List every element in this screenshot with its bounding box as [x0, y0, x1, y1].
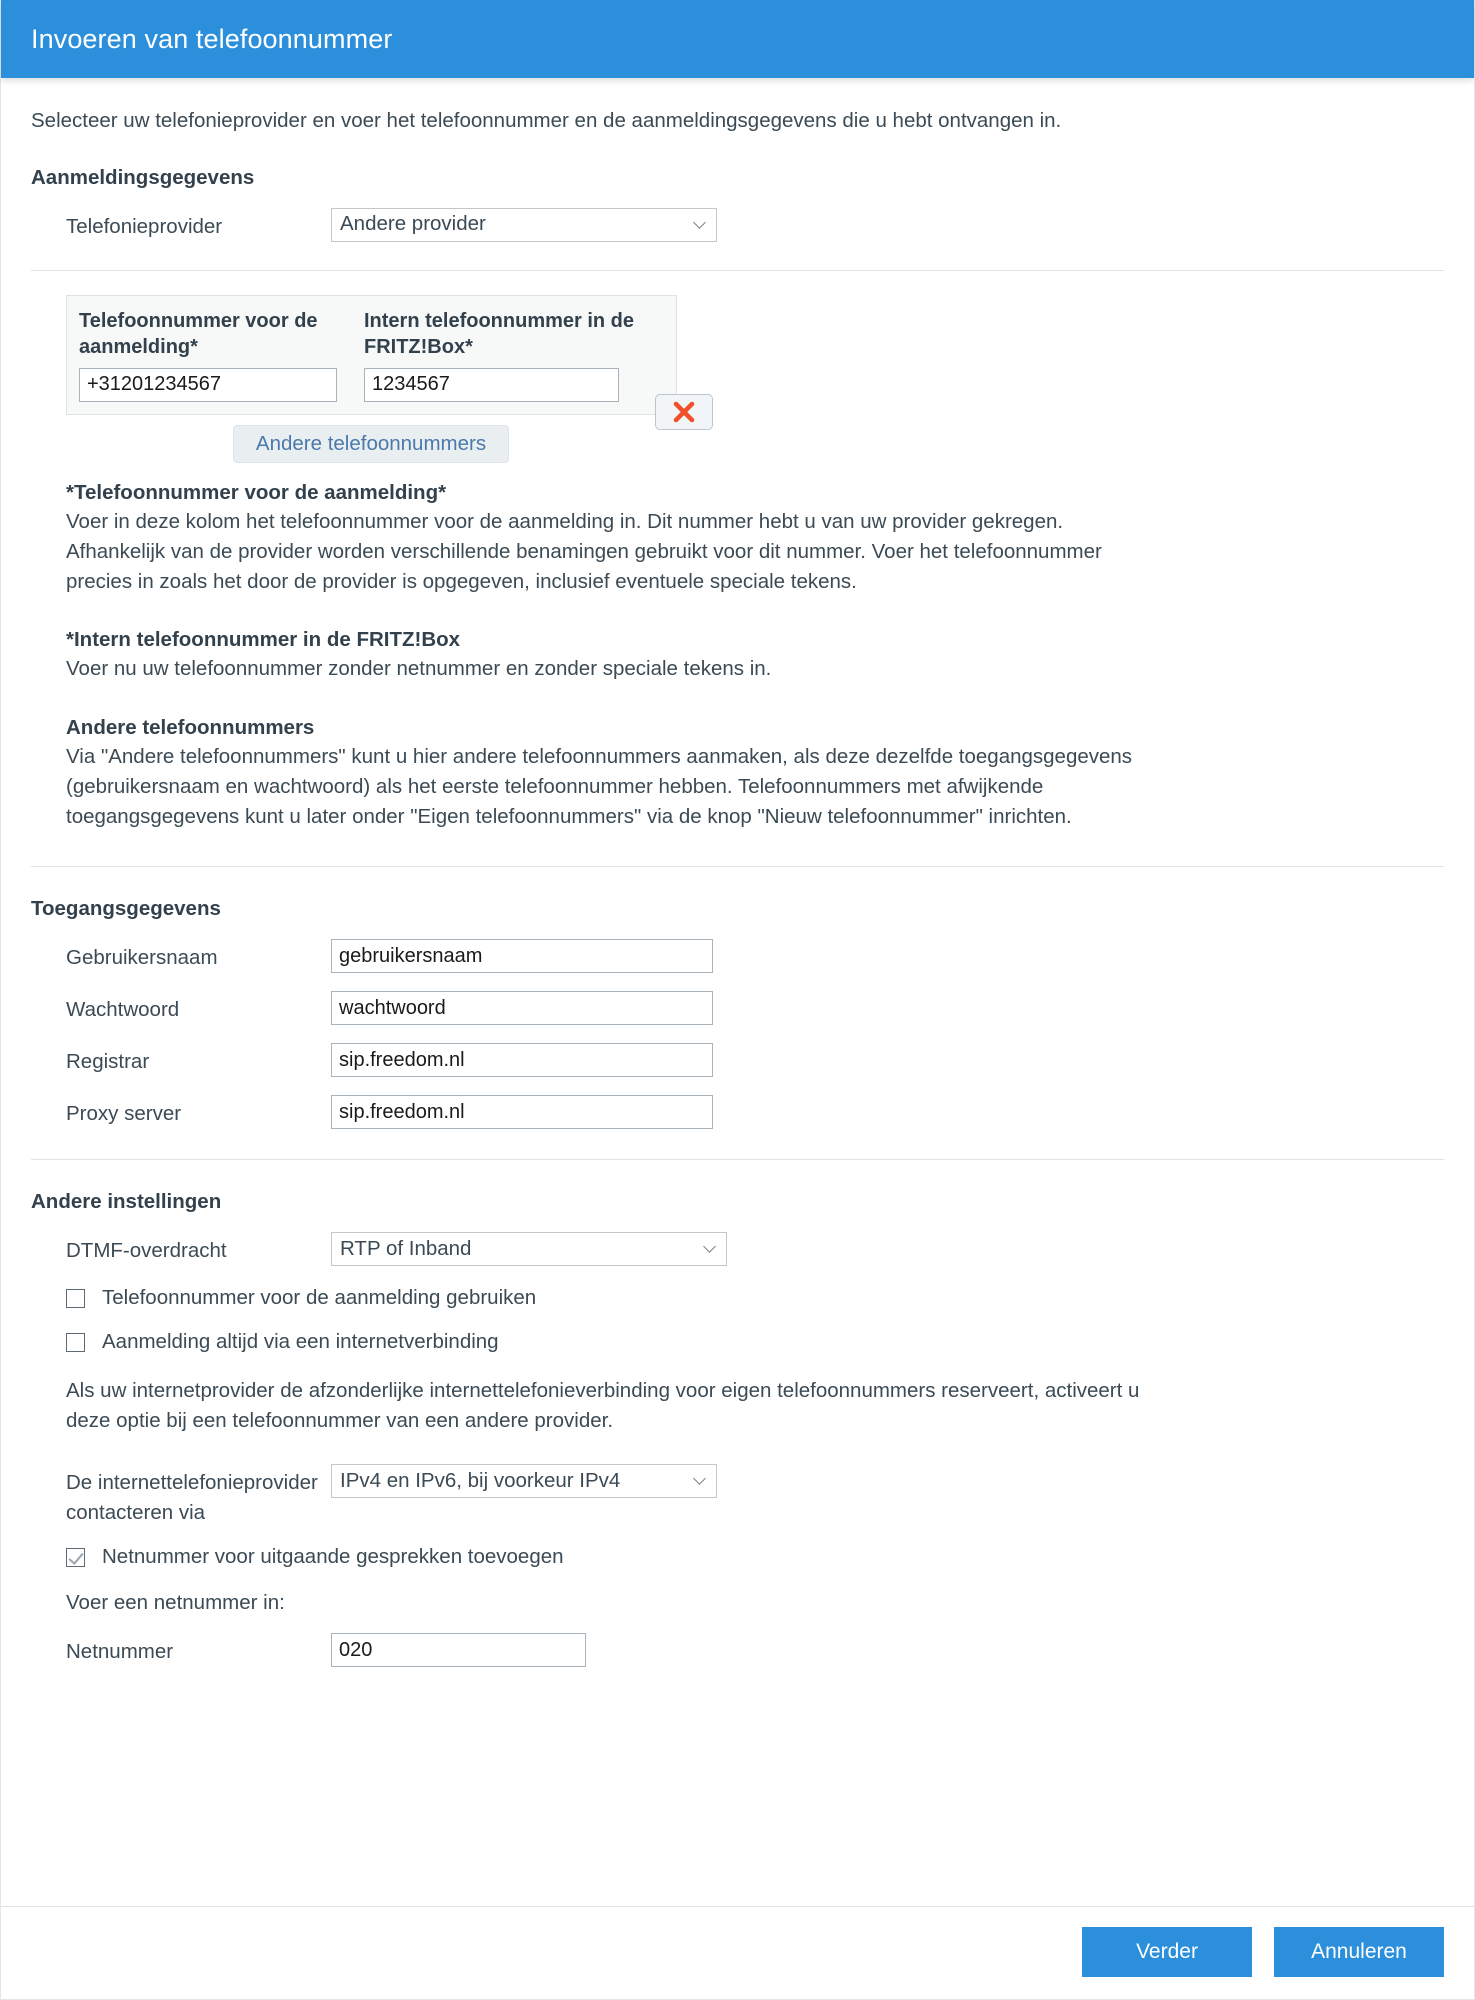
- divider-3: [31, 1159, 1444, 1160]
- column-header-registration-number: Telefoonnummer voor de aanmelding*: [79, 309, 318, 358]
- help-block-internal-number: [66, 628, 1444, 684]
- dialog-content: [1, 78, 1474, 1894]
- always-internet-checkbox[interactable]: [66, 1333, 85, 1352]
- internet-provider-note: Als uw internetprovider de afzonderlijke internettelefonieverbinding voor eigen telefoonnummers reserveert, activeert u deze optie bij een telefoonnummer van een andere provider.: [66, 1379, 1140, 1433]
- divider-1: [31, 270, 1444, 271]
- other-numbers-button-row: [66, 425, 676, 463]
- registrar-label: Registrar: [66, 1050, 150, 1074]
- red-x-icon: [671, 399, 697, 425]
- continue-button[interactable]: Verder: [1082, 1927, 1252, 1977]
- help-block-registration-number: [66, 481, 1444, 597]
- username-field-row: [66, 939, 1444, 973]
- password-input[interactable]: [331, 991, 713, 1025]
- dtmf-select-wrap[interactable]: [331, 1232, 727, 1266]
- section-heading-credentials: Toegangsgegevens: [31, 897, 221, 921]
- use-registration-number-checkbox[interactable]: [66, 1289, 85, 1308]
- provider-label: Telefonieprovider: [66, 214, 223, 238]
- provider-select-wrap[interactable]: [331, 208, 717, 242]
- column-header-internal-number: Intern telefoonnummer in de FRITZ!Box*: [364, 309, 635, 358]
- proxy-server-field-row: [66, 1095, 1444, 1129]
- use-registration-number-label: Telefoonnummer voor de aanmelding gebruiken: [102, 1286, 537, 1310]
- area-code-checkbox-label: Netnummer voor uitgaande gesprekken toevoegen: [102, 1545, 564, 1569]
- area-code-checkbox[interactable]: [66, 1548, 85, 1567]
- section-heading-login: Aanmeldingsgegevens: [31, 165, 255, 189]
- dtmf-label: DTMF-overdracht: [66, 1239, 227, 1263]
- username-label: Gebruikersnaam: [66, 946, 218, 970]
- use-registration-number-row[interactable]: [66, 1286, 1444, 1310]
- password-field-row: [66, 991, 1444, 1025]
- password-label: Wachtwoord: [66, 998, 180, 1022]
- help-title-1: *Telefoonnummer voor de aanmelding*: [66, 480, 447, 504]
- section-heading-other-settings: Andere instellingen: [31, 1190, 222, 1214]
- table-row: [67, 368, 676, 414]
- dtmf-select[interactable]: RTP of Inband: [331, 1232, 727, 1266]
- help-text-2: Voer nu uw telefoonnummer zonder netnummer en zonder speciale tekens in.: [66, 657, 772, 681]
- proxy-server-label: Proxy server: [66, 1102, 182, 1126]
- area-code-row[interactable]: [66, 1545, 1444, 1569]
- registrar-field-row: [66, 1043, 1444, 1077]
- provider-field-row: [66, 208, 1444, 242]
- area-code-label: Netnummer: [66, 1640, 174, 1664]
- always-internet-row[interactable]: [66, 1330, 1444, 1354]
- internal-number-input[interactable]: [364, 368, 619, 402]
- registrar-input[interactable]: [331, 1043, 713, 1077]
- dialog-title: Invoeren van telefoonnummer: [31, 23, 393, 54]
- area-code-field-row: [66, 1633, 1444, 1667]
- table-header-row: [67, 296, 676, 368]
- area-code-input[interactable]: [331, 1633, 586, 1667]
- contact-via-label: De internettelefonieprovider contacteren via: [66, 1471, 318, 1524]
- other-numbers-button[interactable]: Andere telefoonnummers: [233, 425, 509, 463]
- always-internet-label: Aanmelding altijd via een internetverbinding: [102, 1330, 499, 1354]
- divider-2: [31, 866, 1444, 867]
- cancel-button[interactable]: Annuleren: [1274, 1927, 1444, 1977]
- proxy-server-input[interactable]: [331, 1095, 713, 1129]
- intro-text: Selecteer uw telefonieprovider en voer het telefoonnummer en de aanmeldingsgegevens die u hebt ontvangen in.: [31, 109, 1062, 132]
- username-input[interactable]: [331, 939, 713, 973]
- titlebar: [1, 0, 1474, 78]
- help-title-2: *Intern telefoonnummer in de FRITZ!Box: [66, 628, 461, 652]
- delete-row-button[interactable]: [655, 394, 713, 430]
- help-text-3: Via "Andere telefoonnummers" kunt u hier andere telefoonnummers aanmaken, als deze dezelfde toegangsgegevens (gebruikersnaam en wachtwoord) als het eerste telefoonnummer hebben. Telefoonnummers met afwijkende toegangsgegevens kunt u later onder "Eigen telefoonnummers" via de knop "Nieuw telefoonnummer" inrichten.: [66, 745, 1133, 829]
- phone-number-table: [66, 295, 677, 415]
- help-block-other-numbers: [66, 716, 1444, 832]
- help-title-3: Andere telefoonnummers: [66, 716, 315, 740]
- help-text-1: Voer in deze kolom het telefoonnummer voor de aanmelding in. Dit nummer hebt u van uw provider gekregen. Afhankelijk van de provider worden verschillende benamingen gebruikt voor dit nummer. Voer het telefoonnummer precies in zoals het door de provider is opgegeven, inclusief eventuele speciale tekens.: [66, 509, 1102, 593]
- area-code-prompt: Voer een netnummer in:: [66, 1591, 285, 1615]
- registration-number-input[interactable]: [79, 368, 337, 402]
- contact-via-select-wrap[interactable]: [331, 1464, 717, 1498]
- contact-via-select[interactable]: IPv4 en IPv6, bij voorkeur IPv4: [331, 1464, 717, 1498]
- contact-via-field-row: [66, 1464, 1444, 1527]
- footer-actions: [1, 1906, 1474, 1999]
- dtmf-field-row: [66, 1232, 1444, 1266]
- provider-select[interactable]: Andere provider: [331, 208, 717, 242]
